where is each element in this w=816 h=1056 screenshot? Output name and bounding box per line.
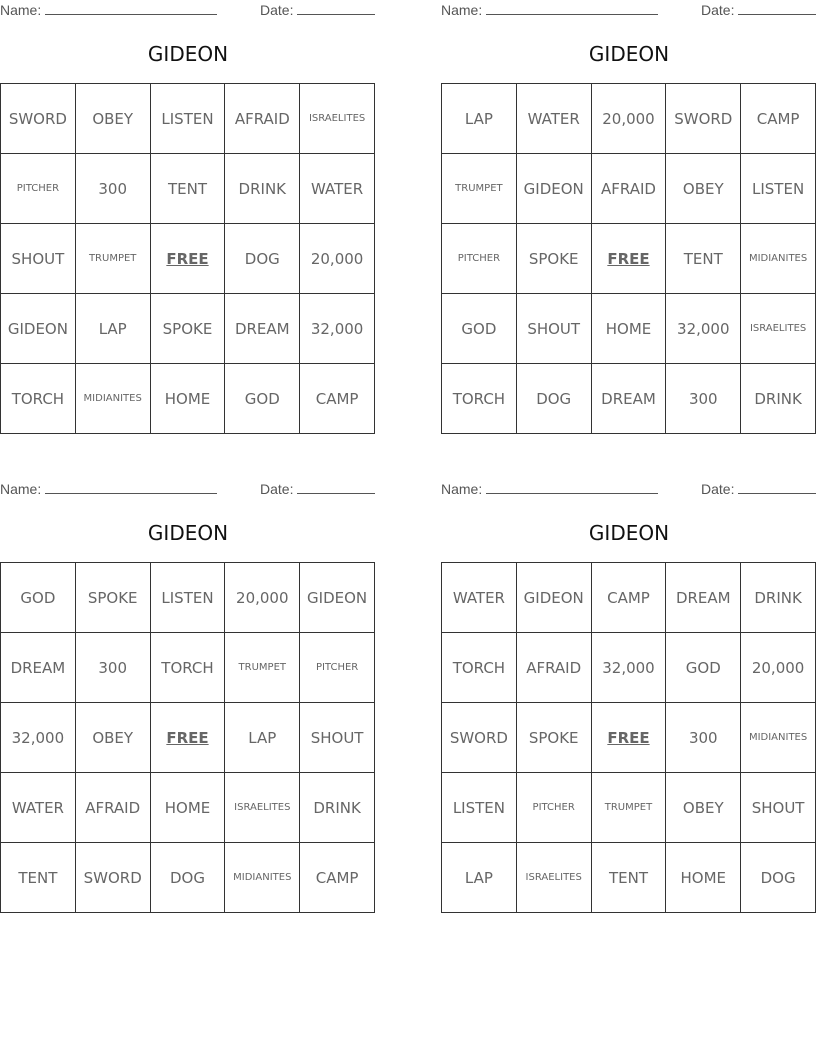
bingo-cell[interactable]: LISTEN xyxy=(741,154,816,224)
date-field[interactable] xyxy=(260,481,375,497)
bingo-cell[interactable]: 32,000 xyxy=(300,294,375,364)
bingo-cell[interactable]: GOD xyxy=(666,633,741,703)
bingo-cell[interactable]: GOD xyxy=(225,364,300,434)
bingo-cell[interactable]: PITCHER xyxy=(517,773,592,843)
name-field[interactable] xyxy=(441,481,658,497)
bingo-cell[interactable]: GIDEON xyxy=(517,154,592,224)
date-label: Date: xyxy=(701,481,735,497)
name-blank-line[interactable] xyxy=(45,481,217,494)
bingo-cell[interactable]: LAP xyxy=(76,294,151,364)
card-header xyxy=(0,0,376,20)
bingo-cell[interactable]: DOG xyxy=(225,224,300,294)
bingo-grid xyxy=(0,83,375,434)
bingo-cell[interactable]: GOD xyxy=(442,294,517,364)
bingo-cell[interactable]: PITCHER xyxy=(442,224,517,294)
bingo-cell[interactable]: SPOKE xyxy=(76,563,151,633)
bingo-cell[interactable]: PITCHER xyxy=(300,633,375,703)
bingo-cell[interactable]: HOME xyxy=(666,843,741,913)
card-header xyxy=(441,0,816,20)
bingo-cell[interactable]: DREAM xyxy=(666,563,741,633)
name-label: Name: xyxy=(441,2,483,18)
bingo-cell[interactable]: SHOUT xyxy=(1,224,76,294)
date-label: Date: xyxy=(260,481,294,497)
date-blank-line[interactable] xyxy=(738,481,816,494)
bingo-cell[interactable]: 300 xyxy=(666,703,741,773)
bingo-cell[interactable]: 300 xyxy=(76,154,151,224)
bingo-cell[interactable]: SPOKE xyxy=(517,703,592,773)
bingo-cell[interactable]: ISRAELITES xyxy=(741,294,816,364)
card-title: GIDEON xyxy=(147,42,229,66)
free-space-cell[interactable]: FREE xyxy=(592,224,667,294)
bingo-cell[interactable]: TENT xyxy=(151,154,226,224)
bingo-cell[interactable]: 300 xyxy=(666,364,741,434)
bingo-cell[interactable]: WATER xyxy=(517,84,592,154)
bingo-cell[interactable]: TORCH xyxy=(442,364,517,434)
bingo-cell[interactable]: DREAM xyxy=(225,294,300,364)
bingo-grid xyxy=(0,562,375,913)
bingo-cell[interactable]: AFRAID xyxy=(517,633,592,703)
bingo-cell[interactable]: DRINK xyxy=(741,563,816,633)
card-header xyxy=(441,479,816,499)
bingo-cell[interactable]: DRINK xyxy=(225,154,300,224)
bingo-card xyxy=(441,479,816,919)
bingo-cell[interactable]: OBEY xyxy=(666,773,741,843)
bingo-cell[interactable]: WATER xyxy=(300,154,375,224)
bingo-cell[interactable]: TENT xyxy=(1,843,76,913)
bingo-cell[interactable]: LISTEN xyxy=(151,563,226,633)
bingo-cell[interactable]: WATER xyxy=(442,563,517,633)
bingo-cell[interactable]: 32,000 xyxy=(1,703,76,773)
bingo-cell[interactable]: HOME xyxy=(151,364,226,434)
bingo-cell[interactable]: OBEY xyxy=(76,84,151,154)
date-blank-line[interactable] xyxy=(297,2,375,15)
date-field[interactable] xyxy=(701,481,816,497)
bingo-cell[interactable]: CAMP xyxy=(300,843,375,913)
bingo-cell[interactable]: GIDEON xyxy=(300,563,375,633)
bingo-cell[interactable]: LISTEN xyxy=(442,773,517,843)
bingo-cell[interactable]: DOG xyxy=(151,843,226,913)
bingo-cell[interactable]: DREAM xyxy=(592,364,667,434)
date-blank-line[interactable] xyxy=(297,481,375,494)
bingo-cell[interactable]: DREAM xyxy=(1,633,76,703)
bingo-cell[interactable]: HOME xyxy=(592,294,667,364)
bingo-cell[interactable]: SWORD xyxy=(442,703,517,773)
bingo-card xyxy=(441,0,816,440)
bingo-cell[interactable]: TRUMPET xyxy=(76,224,151,294)
bingo-cell[interactable]: SHOUT xyxy=(300,703,375,773)
bingo-cell[interactable]: GOD xyxy=(1,563,76,633)
bingo-cell[interactable]: AFRAID xyxy=(592,154,667,224)
bingo-cell[interactable]: ISRAELITES xyxy=(517,843,592,913)
bingo-cell[interactable]: 20,000 xyxy=(741,633,816,703)
bingo-cell[interactable]: TORCH xyxy=(151,633,226,703)
bingo-cell[interactable]: SHOUT xyxy=(741,773,816,843)
bingo-cell[interactable]: TRUMPET xyxy=(225,633,300,703)
bingo-cell[interactable]: MIDIANITES xyxy=(225,843,300,913)
name-blank-line[interactable] xyxy=(486,2,658,15)
bingo-cell[interactable]: DOG xyxy=(741,843,816,913)
bingo-cell[interactable]: 300 xyxy=(76,633,151,703)
bingo-cell[interactable]: AFRAID xyxy=(76,773,151,843)
bingo-cell[interactable]: DRINK xyxy=(300,773,375,843)
bingo-cell[interactable]: 32,000 xyxy=(666,294,741,364)
bingo-cell[interactable]: SWORD xyxy=(76,843,151,913)
date-label: Date: xyxy=(701,2,735,18)
bingo-cell[interactable]: TORCH xyxy=(1,364,76,434)
bingo-card xyxy=(0,479,376,919)
bingo-cell[interactable]: MIDIANITES xyxy=(76,364,151,434)
bingo-cell[interactable]: TRUMPET xyxy=(442,154,517,224)
bingo-cell[interactable]: MIDIANITES xyxy=(741,703,816,773)
bingo-cell[interactable]: TENT xyxy=(592,843,667,913)
bingo-cell[interactable]: LAP xyxy=(442,843,517,913)
bingo-cell[interactable]: SWORD xyxy=(1,84,76,154)
name-label: Name: xyxy=(441,481,483,497)
bingo-cell[interactable]: LAP xyxy=(225,703,300,773)
bingo-cell[interactable]: ISRAELITES xyxy=(300,84,375,154)
bingo-cell[interactable]: TENT xyxy=(666,224,741,294)
bingo-grid xyxy=(441,562,816,913)
name-field[interactable] xyxy=(0,481,217,497)
bingo-cell[interactable]: GIDEON xyxy=(517,563,592,633)
bingo-cell[interactable]: 20,000 xyxy=(225,563,300,633)
bingo-cell[interactable]: HOME xyxy=(151,773,226,843)
card-title: GIDEON xyxy=(588,521,670,545)
bingo-cell[interactable]: OBEY xyxy=(666,154,741,224)
bingo-cell[interactable]: LAP xyxy=(442,84,517,154)
bingo-cell[interactable]: SWORD xyxy=(666,84,741,154)
date-field[interactable] xyxy=(260,2,375,18)
name-field[interactable] xyxy=(441,2,658,18)
bingo-cell[interactable]: AFRAID xyxy=(225,84,300,154)
bingo-cell[interactable]: SPOKE xyxy=(517,224,592,294)
name-blank-line[interactable] xyxy=(486,481,658,494)
free-space-cell[interactable]: FREE xyxy=(151,703,226,773)
free-space-cell[interactable]: FREE xyxy=(151,224,226,294)
bingo-cell[interactable]: TRUMPET xyxy=(592,773,667,843)
bingo-cell[interactable]: ISRAELITES xyxy=(225,773,300,843)
name-blank-line[interactable] xyxy=(45,2,217,15)
bingo-cell[interactable]: SPOKE xyxy=(151,294,226,364)
bingo-cell[interactable]: 20,000 xyxy=(592,84,667,154)
bingo-cell[interactable]: SHOUT xyxy=(517,294,592,364)
free-space-cell[interactable]: FREE xyxy=(592,703,667,773)
date-label: Date: xyxy=(260,2,294,18)
bingo-cell[interactable]: DRINK xyxy=(741,364,816,434)
bingo-cell[interactable]: CAMP xyxy=(741,84,816,154)
card-title: GIDEON xyxy=(588,42,670,66)
bingo-cell[interactable]: 32,000 xyxy=(592,633,667,703)
date-field[interactable] xyxy=(701,2,816,18)
bingo-cell[interactable]: GIDEON xyxy=(1,294,76,364)
bingo-cell[interactable]: WATER xyxy=(1,773,76,843)
card-title: GIDEON xyxy=(147,521,229,545)
bingo-cell[interactable]: CAMP xyxy=(300,364,375,434)
card-header xyxy=(0,479,376,499)
bingo-grid xyxy=(441,83,816,434)
date-blank-line[interactable] xyxy=(738,2,816,15)
name-label: Name: xyxy=(0,481,42,497)
bingo-cell[interactable]: PITCHER xyxy=(1,154,76,224)
bingo-cell[interactable]: DOG xyxy=(517,364,592,434)
bingo-cell[interactable]: MIDIANITES xyxy=(741,224,816,294)
bingo-cell[interactable]: TORCH xyxy=(442,633,517,703)
bingo-cell[interactable]: OBEY xyxy=(76,703,151,773)
bingo-cell[interactable]: LISTEN xyxy=(151,84,226,154)
bingo-card xyxy=(0,0,376,440)
bingo-cell[interactable]: CAMP xyxy=(592,563,667,633)
bingo-cell[interactable]: 20,000 xyxy=(300,224,375,294)
name-field[interactable] xyxy=(0,2,217,18)
name-label: Name: xyxy=(0,2,42,18)
